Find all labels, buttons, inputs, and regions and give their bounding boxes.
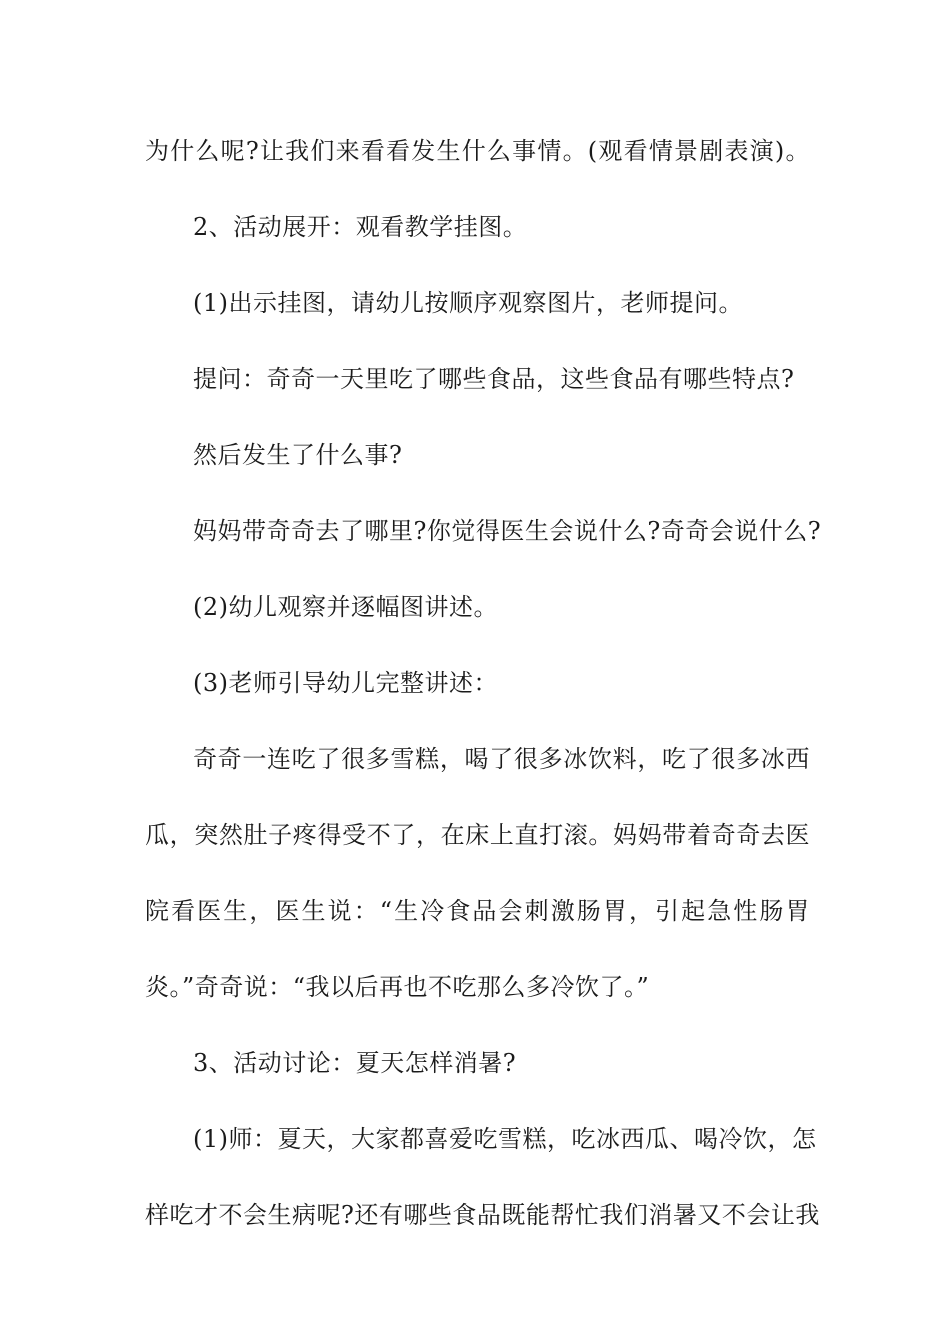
paragraph-line: 瓜，突然肚子疼得受不了，在床上直打滚。妈妈带着奇奇去医	[145, 821, 810, 849]
paragraph-line: (2)幼儿观察并逐幅图讲述。	[193, 593, 498, 621]
paragraph-line: 院看医生，医生说：“生冷食品会刺激肠胃，引起急性肠胃	[145, 897, 810, 925]
section-heading: 3、活动讨论：夏天怎样消暑?	[193, 1049, 517, 1077]
paragraph-line: 然后发生了什么事?	[193, 441, 403, 469]
paragraph-line: 奇奇一连吃了很多雪糕，喝了很多冰饮料，吃了很多冰西	[193, 745, 810, 773]
paragraph-line: 炎。”奇奇说：“我以后再也不吃那么多冷饮了。”	[145, 973, 650, 1001]
paragraph-line: (1)出示挂图，请幼儿按顺序观察图片，老师提问。	[193, 289, 743, 317]
paragraph-line: 提问：奇奇一天里吃了哪些食品，这些食品有哪些特点?	[193, 365, 795, 393]
paragraph-line: 样吃才不会生病呢?还有哪些食品既能帮忙我们消暑又不会让我	[145, 1201, 820, 1229]
paragraph-line: 妈妈带奇奇去了哪里?你觉得医生会说什么?奇奇会说什么?	[193, 517, 822, 545]
paragraph-line: (1)师：夏天，大家都喜爱吃雪糕，吃冰西瓜、喝冷饮，怎	[193, 1125, 817, 1153]
section-heading: 2、活动展开：观看教学挂图。	[193, 213, 528, 241]
paragraph-line: 为什么呢?让我们来看看发生什么事情。(观看情景剧表演)。	[145, 137, 810, 165]
paragraph-line: (3)老师引导幼儿完整讲述：	[193, 669, 498, 697]
